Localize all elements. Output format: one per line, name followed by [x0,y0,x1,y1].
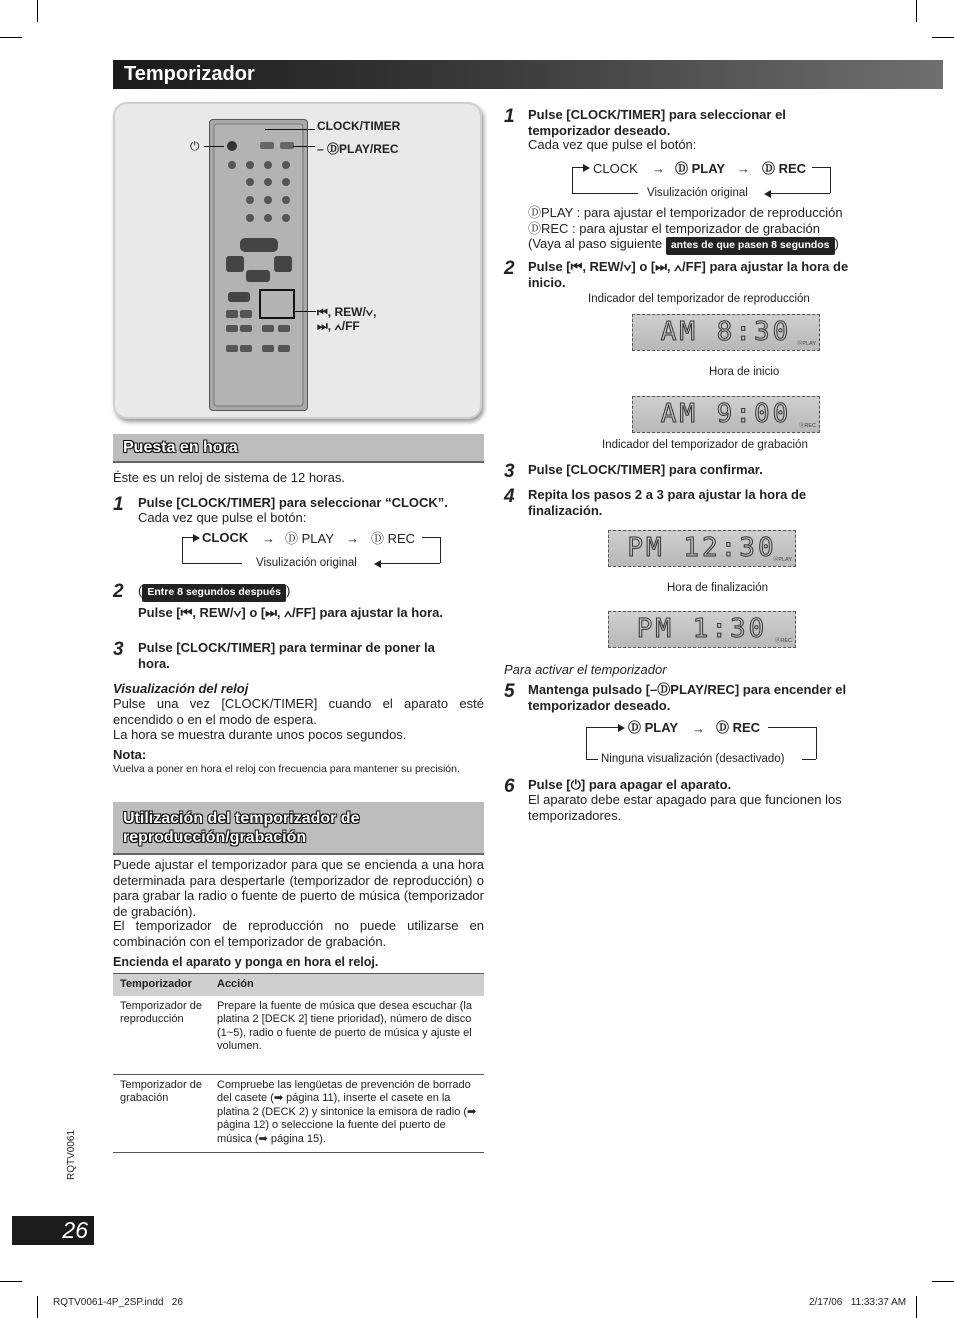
flow-clock: CLOCK [593,161,638,176]
step-pill: Entre 8 segundos después [142,584,286,602]
lcd-tag: ⒹPLAY [796,341,816,347]
step-text: Cada vez que pulse el botón: [528,137,697,152]
callout-line [265,129,315,130]
remote-body [209,119,308,411]
table-header: Acción [210,974,484,996]
page-title-banner [113,60,943,89]
lcd-caption: Indicador del temporizador de grabación [602,439,808,451]
table-cell: Temporizador de grabación [113,1074,210,1153]
crop-mark [37,0,38,22]
remote-label-skip-1: ⏮, REW/∨, [317,305,377,319]
arrow-icon [764,190,771,198]
flow-line [586,727,587,759]
callout-line [293,146,315,147]
power-icon: ⏻ [190,139,200,153]
flow-rec: Ⓓ REC [762,161,807,176]
flow-line [422,537,440,538]
flow-arrow: → [346,531,359,546]
lcd-display [608,530,796,567]
flow-clock: CLOCK [202,530,249,545]
flow-line [440,537,441,563]
footer-timestamp: 2/17/06 11:33:37 AM [809,1297,907,1308]
lcd-tag: ⒹREC [798,423,816,429]
lcd-tag: ⒹREC [774,638,792,644]
flow-arrow: → [652,161,665,176]
intro-text: Éste es un reloj de sistema de 12 horas. [113,470,345,485]
step-text: Pulse [CLOCK/TIMER] para seleccionar el temporizador deseado. [528,107,786,138]
flow-play: Ⓓ PLAY [675,161,726,176]
flow-line [802,759,816,760]
callout-line [204,146,224,147]
subheading: Para activar el temporizador [504,662,667,677]
section-heading-line: Utilización del temporizador de [123,810,360,827]
step-text: Pulse [⏮, REW/∨] o [⏭, ∧/FF] para ajustar la hora de inicio. [528,259,849,290]
step-text: Cada vez que pulse el botón: [138,510,307,525]
body-text: ⒹPLAY : para ajustar el temporizador de reproducción [528,205,843,220]
flow-line [812,167,830,168]
flow-line [770,193,830,194]
lcd-display [608,611,796,648]
flow-line [572,193,638,194]
lcd-display [632,314,820,351]
remote-illustration [113,102,482,419]
timer-table [113,973,484,1153]
flow-bottom-label: Visulización original [647,187,748,199]
lcd-text: AM 9:00 [660,399,792,429]
remote-label-skip-2: ⏭, ∧/FF [317,319,360,333]
table-cell: Compruebe las lengüetas de prevención de borrado del casete (➡ página 11), inserte el casete en la platina 2 (DECK 2) y sintonice la emisora de radio (➡ página 12) o seleccione la fuente del puerto de música (➡ página 15). [210,1074,484,1153]
page-number-box [12,1216,94,1245]
table-header: Temporizador [113,974,210,996]
crop-mark [0,37,22,38]
section-heading-bar [113,802,484,855]
flow-line [572,167,573,193]
step-text: Repita los pasos 2 a 3 para ajustar la hora de finalización. [528,487,807,518]
lcd-caption: Hora de inicio [709,366,780,378]
remote-buttons [210,120,307,410]
lcd-tag: ⒹPLAY [772,557,792,563]
arrow-icon [583,164,590,172]
subheading: Visualización del reloj [113,681,249,696]
section-heading-line: reproducción/grabación [123,829,307,846]
section-heading-bar [113,434,484,463]
flow-line [586,727,618,728]
body-text: Pulse una vez [CLOCK/TIMER] cuando el aparato esté encendido o en el modo de espera. [113,696,484,727]
arrow-icon [193,534,200,542]
crop-mark [932,37,954,38]
body-text: Puede ajustar el temporizador para que se encienda a una hora determinada para despertarle (temporizador de reproducción) o para grabar la radio o fuente de puerto de música (temporizador de grabación). [113,857,484,919]
lcd-text: AM 8:30 [660,317,792,347]
flow-line [768,727,816,728]
lcd-caption: Hora de finalización [667,582,769,594]
crop-mark [0,1281,22,1282]
body-text-bold: Encienda el aparato y ponga en hora el reloj. [113,955,379,969]
flow-line [586,759,598,760]
flow-arrow: → [737,161,750,176]
flow-arrow: → [692,721,705,736]
step-number: 3 [504,461,515,482]
step-number: 4 [504,486,515,507]
page-title: Temporizador [124,63,255,85]
body-text: (Vaya al paso siguiente [528,236,663,251]
crop-mark [916,1296,917,1318]
flow-rec: Ⓓ REC [716,720,761,735]
crop-mark [916,0,917,22]
step-text: El aparato debe estar apagado para que funcionen los temporizadores. [528,792,842,823]
remote-label-clock-timer: CLOCK/TIMER [317,119,401,133]
remote-label-play-rec: – ⒹPLAY/REC [317,142,399,156]
body-text: La hora se muestra durante unos pocos segundos. [113,727,407,742]
flow-play: Ⓓ PLAY [628,720,679,735]
vertical-code: RQTV0061 [66,1129,77,1180]
callout-line [294,311,316,312]
flow-line [816,727,817,759]
table-cell: Temporizador de reproducción [113,996,210,1075]
lcd-caption: Indicador del temporizador de reproducción [588,293,810,305]
flow-line [380,563,440,564]
crop-mark [932,1281,954,1282]
step-number: 3 [113,639,124,660]
step-text: Pulse [⏻] para apagar el aparato. [528,777,732,792]
step-number: 5 [504,681,515,702]
step-text: Pulse [⏮, REW/∨] o [⏭, ∧/FF] para ajustar la hora. [138,605,444,620]
flow-rec: Ⓓ REC [371,531,416,546]
step-pill: antes de que pasen 8 segundos [666,237,835,255]
lcd-display [632,396,820,433]
lcd-text: PM 12:30 [627,533,777,563]
note-text: Vuelva a poner en hora el reloj con frecuencia para mantener su precisión. [113,763,460,775]
arrow-icon [374,560,381,568]
flow-line [182,537,183,563]
table-cell: Prepare la fuente de música que desea escuchar (la platina 2 [DECK 2] tiene prioridad), número de disco (1~5), radio o fuente de puerto de música y ajuste el volumen. [210,996,484,1075]
lcd-text: PM 1:30 [636,614,768,644]
crop-mark [37,1296,38,1318]
table-row [113,1074,484,1153]
step-text: Mantenga pulsado [–ⒹPLAY/REC] para encender el temporizador deseado. [528,682,847,713]
step-text: Pulse [CLOCK/TIMER] para terminar de poner la hora. [138,640,435,671]
step-text: Pulse [CLOCK/TIMER] para seleccionar “CLOCK”. [138,495,448,510]
step-text: Pulse [CLOCK/TIMER] para confirmar. [528,462,763,477]
step-number: 6 [504,776,515,797]
flow-play: Ⓓ PLAY [285,531,334,546]
step-pill-wrap: ( Entre 8 segundos después ) [138,583,290,602]
flow-line [830,167,831,193]
body-text: ⒹREC : para ajustar el temporizador de grabación [528,221,820,236]
flow-arrow: → [262,531,275,546]
flow-bottom-label: Ninguna visualización (desactivado) [601,753,785,765]
body-text: ) [834,236,839,251]
table-row [113,996,484,1075]
step-number: 2 [504,258,515,279]
step-number: 1 [504,106,515,127]
flow-line [182,563,242,564]
note-title: Nota: [113,747,147,762]
body-text: El temporizador de reproducción no puede utilizarse en combinación con el temporizador de grabación. [113,918,484,949]
section-heading: Puesta en hora [123,439,238,456]
page-number: 26 [62,1217,88,1243]
arrow-icon [618,724,625,732]
step-number: 2 [113,581,124,602]
step-number: 1 [113,494,124,515]
flow-bottom-label: Visulización original [256,557,357,569]
footer-file: RQTV0061-4P_2SP.indd 26 [53,1297,183,1308]
goto-line [528,236,839,255]
